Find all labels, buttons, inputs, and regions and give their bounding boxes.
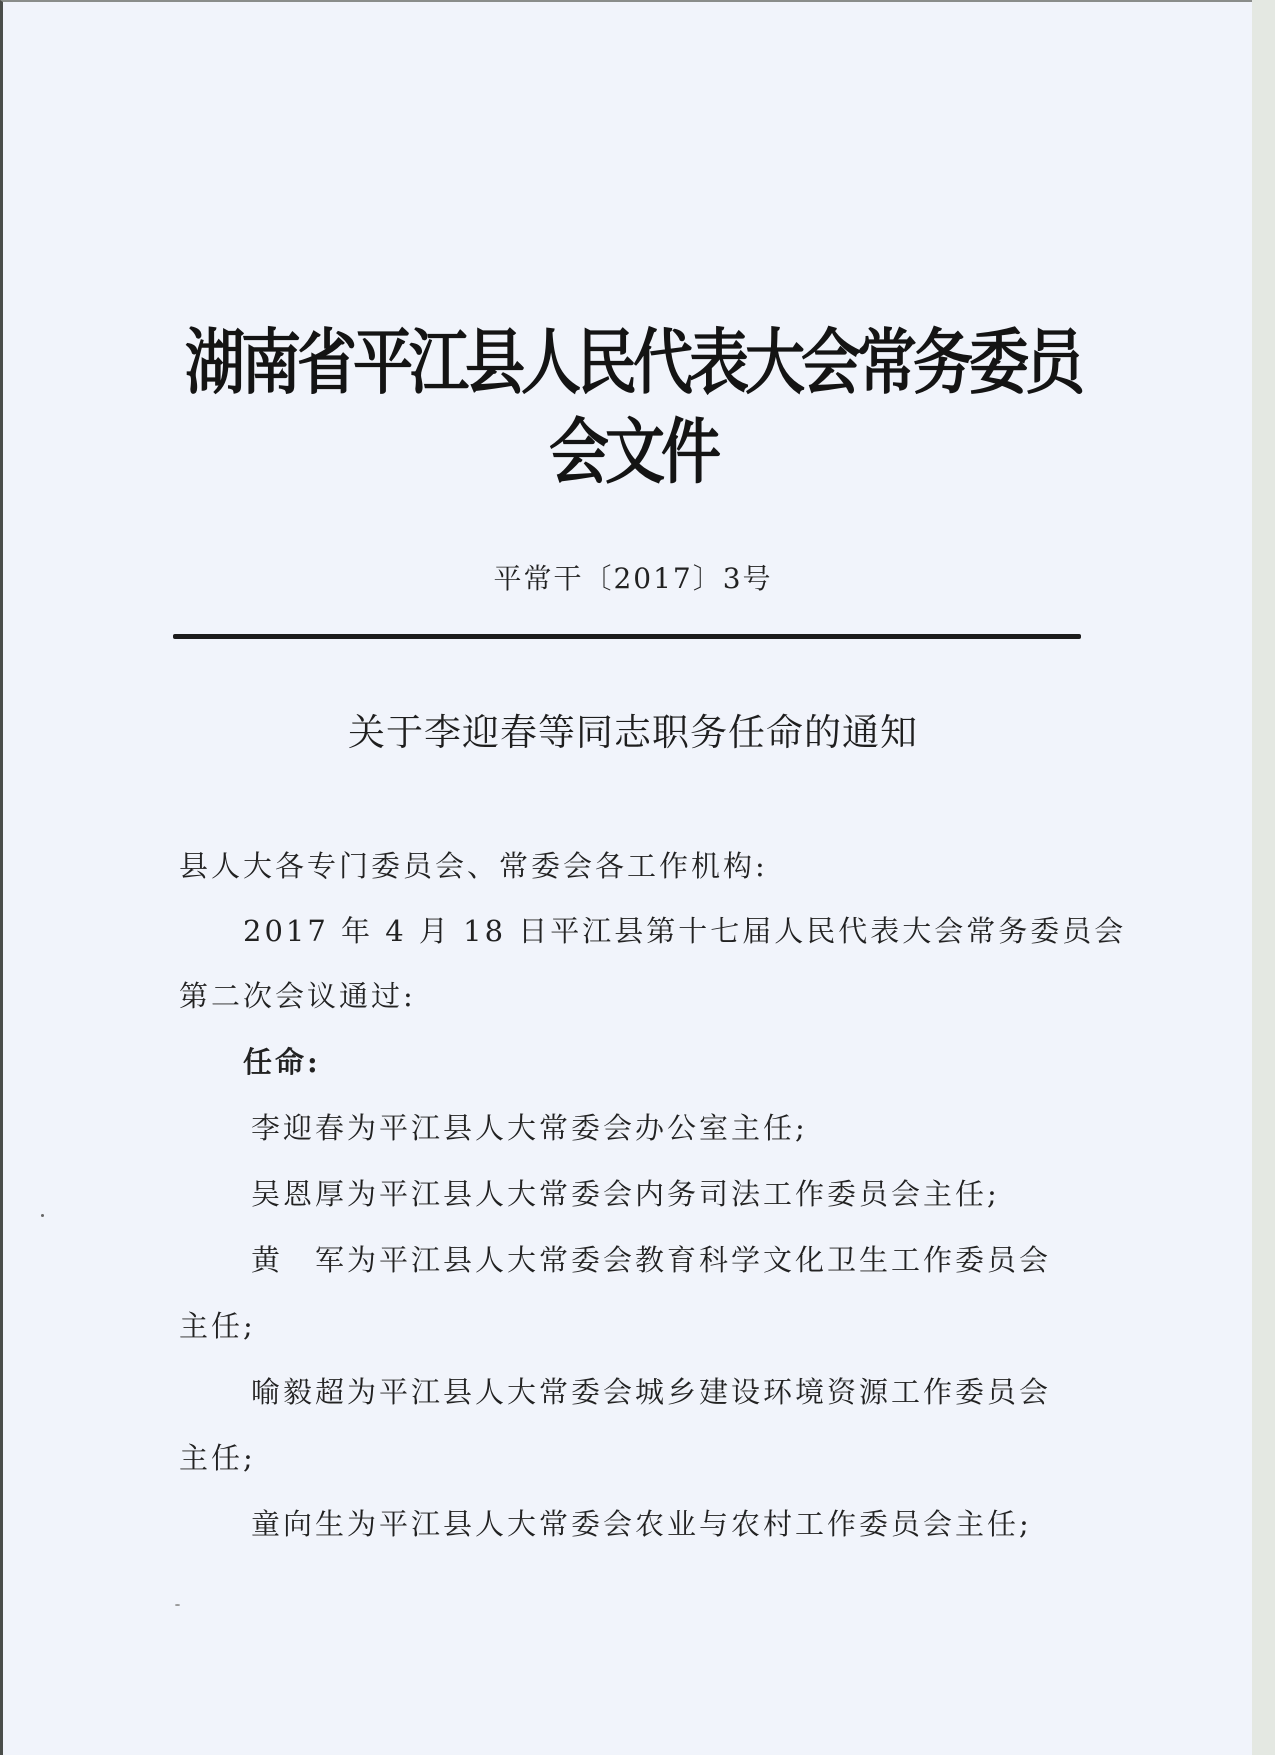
- appointment-item: 吴恩厚为平江县人大常委会内务司法工作委员会主任;: [251, 1177, 1000, 1211]
- appointment-item: 李迎春为平江县人大常委会办公室主任;: [251, 1111, 808, 1145]
- scan-speck: [41, 1214, 44, 1217]
- appointment-item: 童向生为平江县人大常委会农业与农村工作委员会主任;: [251, 1507, 1032, 1541]
- intro-line-2: 第二次会议通过:: [179, 979, 416, 1013]
- document-number: 平常干〔2017〕3号: [493, 562, 773, 595]
- document-header-title: 湖南省平江县人民代表大会常务委员会文件: [185, 321, 1081, 495]
- appointment-item: 喻毅超为平江县人大常委会城乡建设环境资源工作委员会: [251, 1375, 1052, 1409]
- appoint-label: 任命:: [243, 1045, 321, 1079]
- scan-margin: [1252, 0, 1275, 1755]
- addressee: 县人大各专门委员会、常委会各工作机构:: [179, 849, 768, 883]
- document-subject: 关于李迎春等同志职务任命的通知: [348, 711, 918, 754]
- appointment-item-continuation: 主任;: [179, 1441, 256, 1475]
- scan-speck: [175, 1604, 180, 1606]
- appointment-item-continuation: 主任;: [179, 1309, 256, 1343]
- header-divider-rule: [173, 634, 1081, 639]
- appointment-item: 黄 军为平江县人大常委会教育科学文化卫生工作委员会: [251, 1243, 1052, 1277]
- intro-line-1: 2017 年 4 月 18 日平江县第十七届人民代表大会常务委员会: [243, 914, 1127, 948]
